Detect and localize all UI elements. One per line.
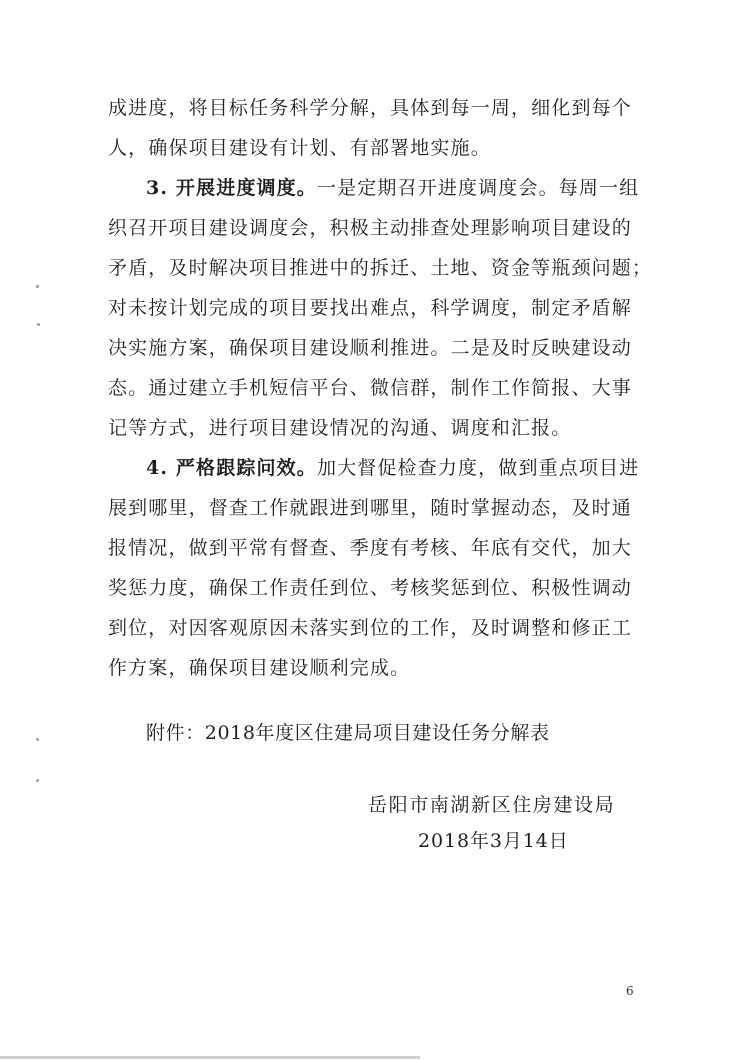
- paragraph-line: [108, 415, 636, 441]
- paragraph-line: [146, 175, 640, 201]
- line-text: 到位，对因客观原因未落实到位的工作，及时调整和修正工: [108, 617, 632, 639]
- signature-date: 2018年3月14日: [418, 830, 569, 852]
- paragraph-line: [108, 295, 636, 321]
- paragraph-line: [146, 455, 640, 481]
- attachment-note: 附件：2018年度区住建局项目建设任务分解表: [146, 722, 550, 744]
- line-text: 展到哪里，督查工作就跟进到哪里，随时掌握动态，及时通: [108, 497, 632, 519]
- line-text: 对未按计划完成的项目要找出难点，科学调度，制定矛盾解: [108, 297, 632, 319]
- line-text: 织召开项目建设调度会，积极主动排查处理影响项目建设的: [108, 217, 632, 239]
- line-text: 报情况，做到平常有督查、季度有考核、年底有交代，加大: [108, 537, 632, 559]
- page-number: 6: [626, 984, 634, 998]
- paragraph-line: [108, 615, 636, 641]
- paragraph-line: [108, 535, 636, 561]
- scan-edge: [0, 1056, 420, 1059]
- line-text: 作方案，确保项目建设顺利完成。: [108, 657, 411, 679]
- paragraph-line: [108, 335, 636, 361]
- paragraph-line: [108, 135, 636, 161]
- paragraph-line: [108, 655, 636, 681]
- paragraph-line: [108, 575, 636, 601]
- line-text: 一是定期召开进度调度会。每周一组: [316, 177, 640, 199]
- paragraph-line: [108, 255, 653, 281]
- line-text: 态。通过建立手机短信平台、微信群，制作工作简报、大事: [108, 377, 632, 399]
- signature-organization: 岳阳市南湖新区住房建设局: [368, 794, 616, 816]
- line-text: 奖惩力度，确保工作责任到位、考核奖惩到位、积极性调动: [108, 577, 632, 599]
- paragraph-line: [108, 495, 636, 521]
- line-text: 记等方式，进行项目建设情况的沟通、调度和汇报。: [108, 417, 572, 439]
- paragraph-line: [108, 95, 636, 121]
- section-heading: 4. 严格跟踪问效。: [146, 457, 317, 479]
- line-text: 矛盾，及时解决项目推进中的拆迁、土地、资金等瓶颈问题；: [108, 257, 653, 279]
- line-text: 成进度，将目标任务科学分解，具体到每一周，细化到每个: [108, 97, 632, 119]
- paragraph-line: [108, 375, 636, 401]
- scan-speck: [36, 738, 39, 741]
- paragraph-line: [108, 215, 636, 241]
- scan-speck: [36, 285, 39, 288]
- scan-speck: [37, 323, 40, 326]
- line-text: 决实施方案，确保项目建设顺利推进。二是及时反映建设动: [108, 337, 632, 359]
- section-heading: 3. 开展进度调度。: [146, 177, 317, 199]
- scan-speck: [36, 779, 39, 782]
- line-text: 人，确保项目建设有计划、有部署地实施。: [108, 137, 491, 159]
- line-text: 加大督促检查力度，做到重点项目进: [316, 457, 640, 479]
